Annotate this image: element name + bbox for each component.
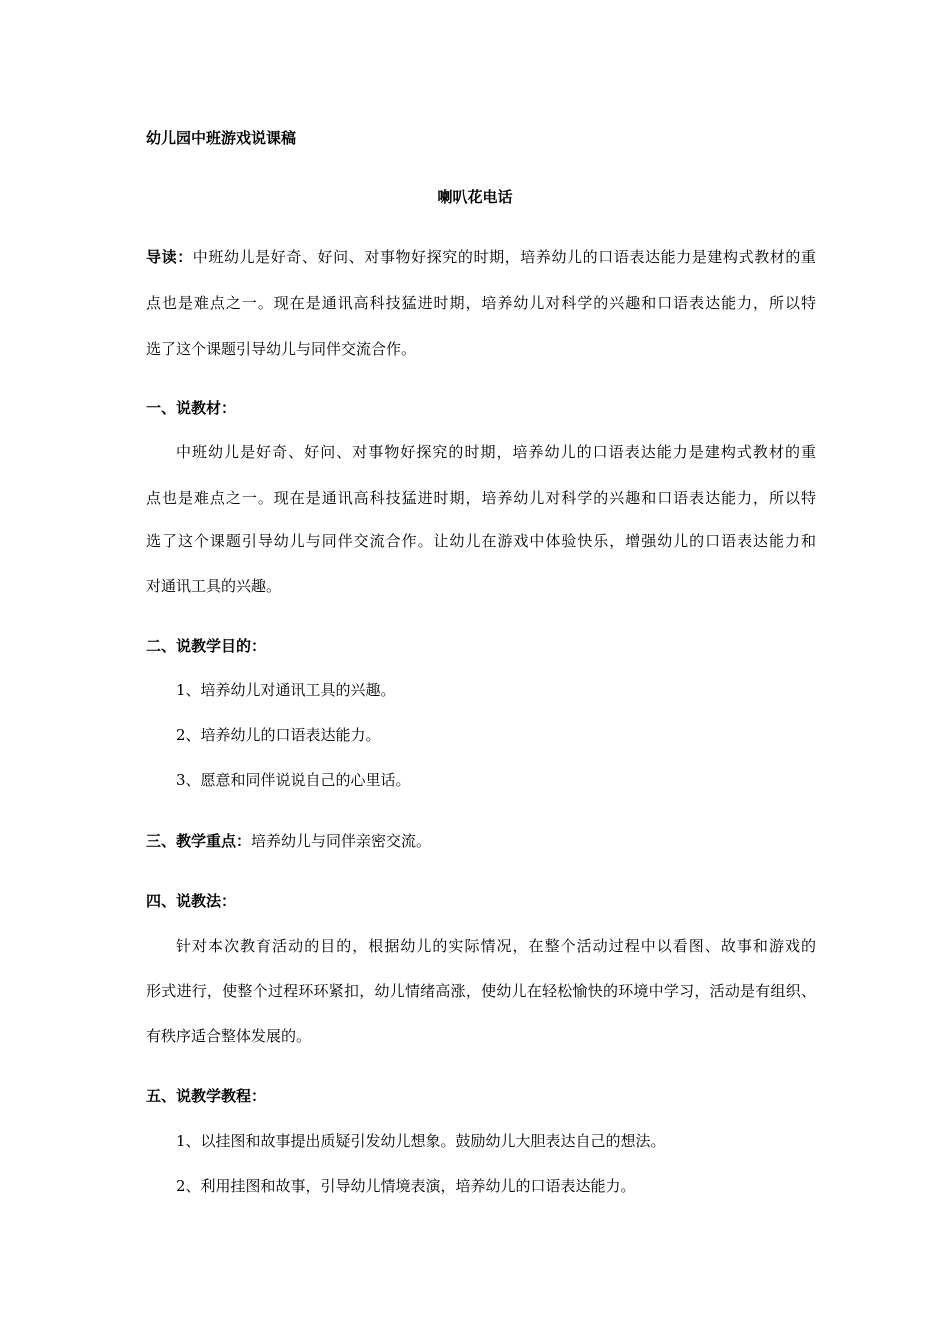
section2-item-1: 1、培养幼儿对通讯工具的兴趣。: [176, 681, 396, 699]
doc-header: 幼儿园中班游戏说课稿: [146, 129, 297, 147]
section5-heading: 五、说教学教程：: [146, 1087, 267, 1105]
intro-label: 导读：: [146, 248, 193, 266]
section2-heading: 二、说教学目的：: [146, 637, 267, 655]
section4-heading: 四、说教法：: [146, 892, 237, 910]
section1-line-1: 中班幼儿是好奇、好问、对事物好探究的时期，培养幼儿的口语表达能力是建构式教材的重: [176, 443, 816, 461]
section2-item-2: 2、培养幼儿的口语表达能力。: [176, 726, 381, 744]
section2-item-3: 3、愿意和同伴说说自己的心里话。: [176, 771, 411, 789]
section1-line-4: 对通讯工具的兴趣。: [146, 577, 282, 595]
section1-line-3: 选了这个课题引导幼儿与同伴交流合作。让幼儿在游戏中体验快乐，增强幼儿的口语表达能力和: [146, 532, 816, 550]
intro-line-3: 选了这个课题引导幼儿与同伴交流合作。: [146, 340, 417, 358]
section1-line-2: 点也是难点之一。现在是通讯高科技猛进时期，培养幼儿对科学的兴趣和口语表达能力，所以特: [146, 489, 816, 507]
section4-line-2: 形式进行，使整个过程环环紧扣，幼儿情绪高涨，使幼儿在轻松愉快的环境中学习，活动是有组织、: [146, 982, 816, 1000]
section5-item-2: 2、利用挂图和故事，引导幼儿情境表演，培养幼儿的口语表达能力。: [176, 1177, 636, 1195]
section1-heading: 一、说教材：: [146, 399, 237, 417]
section3-heading: 三、教学重点：: [146, 832, 252, 850]
section4-line-1: 针对本次教育活动的目的，根据幼儿的实际情况，在整个活动过程中以看图、故事和游戏的: [176, 937, 816, 955]
section5-item-1: 1、以挂图和故事提出质疑引发幼儿想象。鼓励幼儿大胆表达自己的想法。: [176, 1132, 666, 1150]
intro-line-1: [146, 247, 816, 267]
intro-text-1: 中班幼儿是好奇、好问、对事物好探究的时期，培养幼儿的口语表达能力是建构式教材的重: [192, 248, 816, 266]
section3-text: 培养幼儿与同伴亲密交流。: [251, 832, 432, 850]
section3-line: [146, 831, 816, 851]
section4-line-3: 有秩序适合整体发展的。: [146, 1027, 312, 1045]
doc-title: 喇叭花电话: [437, 188, 513, 206]
intro-line-2: 点也是难点之一。现在是通讯高科技猛进时期，培养幼儿对科学的兴趣和口语表达能力，所以特: [146, 294, 816, 312]
